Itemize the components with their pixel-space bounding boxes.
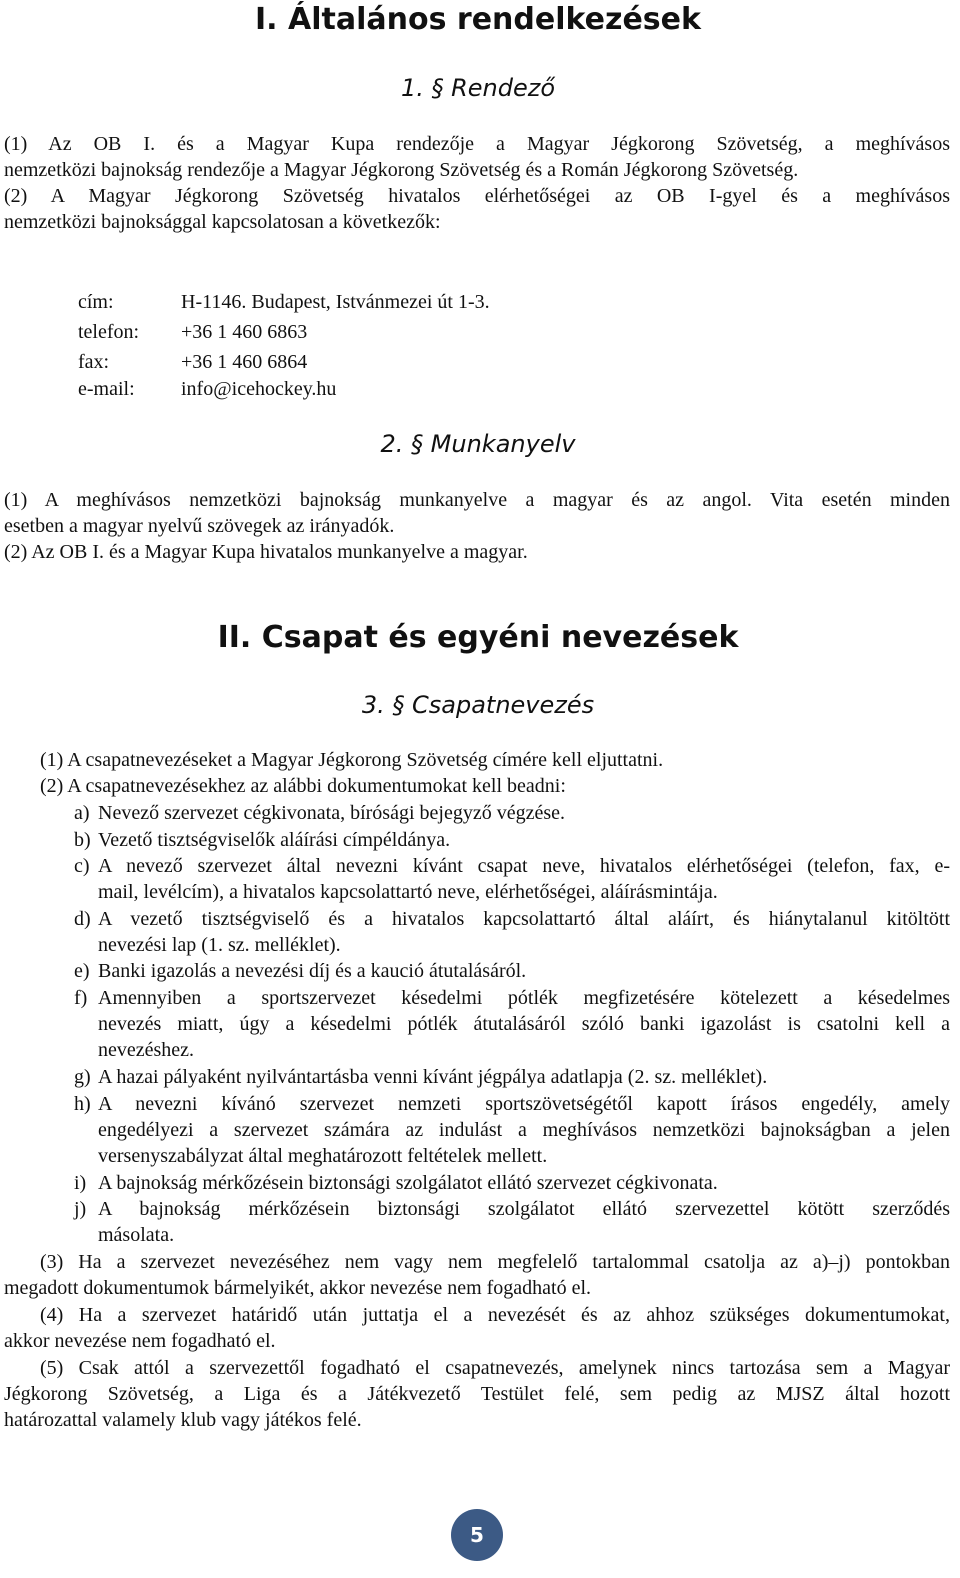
closing-text-line: (4) Ha a szervezet határidő után juttatja el a nevezését és az ahhoz szükséges dokumentumokat, [40,1304,950,1326]
list-item-text: nevezés miatt, úgy a késedelmi pótlék átutalásáról szóló banki igazolást is csatolni kell a [98,1013,950,1035]
organizer-text-line: nemzetközi bajnoksággal kapcsolatosan a következők: [4,211,441,233]
list-item-marker: i) [74,1172,87,1194]
list-item-marker: h) [74,1093,91,1115]
closing-text-line: akkor nevezése nem fogadható el. [4,1330,276,1352]
list-item-text: Amennyiben a sportszervezet késedelmi pótlék megfizetésére kötelezett a késedelmes [98,987,950,1009]
closing-text-line: (5) Csak attól a szervezettől fogadható el csapatnevezés, amelynek nincs tartozása sem a Magyar [40,1357,950,1379]
closing-text-line: (3) Ha a szervezet nevezéséhez nem vagy nem megfelelő tartalommal csatolja az a)–j) pontokban [40,1251,950,1273]
list-item-text: A bajnokság mérkőzésein biztonsági szolgálatot ellátó szervezet cégkivonata. [98,1172,718,1194]
list-item-text: másolata. [98,1224,175,1246]
list-item-text: Nevező szervezet cégkivonata, bírósági bejegyző végzése. [98,802,565,824]
organizer-text-line: nemzetközi bajnokság rendezője a Magyar Jégkorong Szövetség és a Román Jégkorong Szövetség. [4,159,799,181]
paragraph-title-team-entry: 3. § Csapatnevezés [361,691,595,719]
address-value: H-1146. Budapest, Istvánmezei út 1-3. [181,291,490,313]
email-value: info@icehockey.hu [181,378,337,400]
list-item-marker: d) [74,908,91,930]
list-item-text: A nevező szervezet által nevezni kívánt csapat neve, hivatalos elérhetőségei (telefon, fax, e- [98,855,950,877]
list-item-text: A nevezni kívánó szervezet nemzeti sportszövetségétől kapott írásos engedély, amely [98,1093,950,1115]
closing-text-line: Jégkorong Szövetség, a Liga és a Játékvezető Testület felé, sem pedig az MJSZ által hozott [4,1383,950,1405]
language-text-line: esetben a magyar nyelvű szövegek az irányadók. [4,515,395,537]
list-item-text: Banki igazolás a nevezési díj és a kaució átutalásáról. [98,960,527,982]
section-title-general: I. Általános rendelkezések [255,2,701,37]
list-item-marker: g) [74,1066,91,1088]
list-item-text: A bajnokság mérkőzésein biztonsági szolgálatot ellátó szervezettel kötött szerződés [98,1198,950,1220]
organizer-text-line: (1) Az OB I. és a Magyar Kupa rendezője a Magyar Jégkorong Szövetség, a meghívásos [4,133,950,155]
team-entry-intro-line: (2) A csapatnevezésekhez az alábbi dokumentumokat kell beadni: [40,775,566,797]
paragraph-title-language: 2. § Munkanyelv [380,430,576,458]
list-item-text: engedélyezi a szervezet számára az indulást a meghívásos nemzetközi bajnokságban a jelen [98,1119,950,1141]
closing-text-line: megadott dokumentumok bármelyikét, akkor nevezése nem fogadható el. [4,1277,592,1299]
phone-value: +36 1 460 6863 [181,321,308,343]
fax-label: fax: [78,351,110,373]
page-number-badge: 5 [451,1509,503,1561]
phone-label: telefon: [78,321,140,343]
language-text-line: (1) A meghívásos nemzetközi bajnokság munkanyelve a magyar és az angol. Vita esetén minden [4,489,950,511]
list-item-marker: j) [74,1198,87,1220]
list-item-text: mail, levélcím), a hivatalos kapcsolattartó neve, elérhetőségei, aláírásmintája. [98,881,718,903]
organizer-text-line: (2) A Magyar Jégkorong Szövetség hivatalos elérhetőségei az OB I-gyel és a meghívásos [4,185,950,207]
fax-value: +36 1 460 6864 [181,351,308,373]
list-item-text: nevezéshez. [98,1039,195,1061]
team-entry-intro-line: (1) A csapatnevezéseket a Magyar Jégkorong Szövetség címére kell eljuttatni. [40,749,664,771]
list-item-text: Vezető tisztségviselők aláírási címpéldánya. [98,829,451,851]
closing-text-line: határozattal valamely klub vagy játékos felé. [4,1409,362,1431]
list-item-marker: a) [74,802,90,824]
email-label: e-mail: [78,378,135,400]
section-title-entries: II. Csapat és egyéni nevezések [217,620,739,655]
list-item-text: versenyszabályzat által meghatározott feltételek mellett. [98,1145,548,1167]
address-label: cím: [78,291,114,313]
language-text-line: (2) Az OB I. és a Magyar Kupa hivatalos munkanyelve a magyar. [4,541,528,563]
list-item-marker: f) [74,987,88,1009]
list-item-text: A hazai pályaként nyilvántartásba venni kívánt jégpálya adatlapja (2. sz. melléklet). [98,1066,768,1088]
list-item-text: A vezető tisztségviselő és a hivatalos kapcsolattartó által aláírt, és hiánytalanul kitöltött [98,908,950,930]
paragraph-title-organizer: 1. § Rendező [400,74,556,102]
list-item-marker: c) [74,855,90,877]
list-item-marker: b) [74,829,91,851]
list-item-text: nevezési lap (1. sz. melléklet). [98,934,341,956]
list-item-marker: e) [74,960,90,982]
